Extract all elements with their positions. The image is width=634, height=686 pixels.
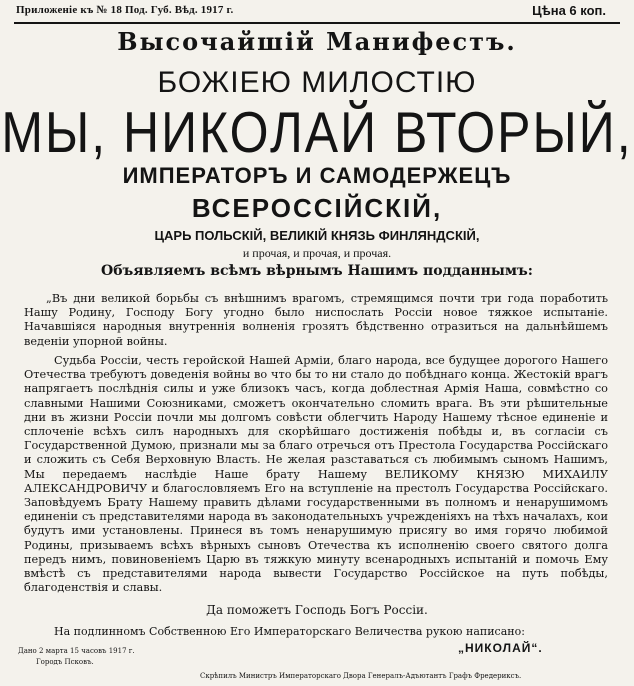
original-written-line: На подлинномъ Собственною Его Императорскаго Величества рукою написано: [54, 625, 525, 638]
manifest-title: Высочайшій Манифестъ. [117, 27, 517, 56]
announcement-line: Объявляемъ всѣмъ вѣрнымъ Нашимъ подданнымъ: [101, 263, 533, 279]
countersignature-line: Скрѣпилъ Министръ Императорскаго Двора Генералъ-Адъютантъ Графъ Фредериксъ. [200, 672, 522, 680]
date-line: Дано 2 марта 15 часовъ 1917 г. [18, 647, 135, 655]
supplement-header: Приложеніе къ № 18 Под. Губ. Вѣд. 1917 г. [16, 4, 234, 16]
tsar-titles-line: ЦАРЬ ПОЛЬСКІЙ, ВЕЛИКІЙ КНЯЗЬ ФИНЛЯНДСКІЙ, [154, 228, 480, 243]
emperor-heading: ИМПЕРАТОРЪ И САМОДЕРЖЕЦЪ [122, 163, 512, 188]
we-nicholas-heading: МЫ, НИКОЛАЙ ВТОРЫЙ, [1, 100, 633, 165]
paragraph-1: „Въ дни великой борьбы съ внѣшнимъ врагомъ, стремящимся почти три года поработить Нашу Родину, Господу Богу угодно было ниспослать Россіи новое тяжкое испытаніе. Начавшіяся народныя внутреннія волненія грозятъ бѣдственно отразиться на дальнѣйшемъ веденіи упорной войны. [24, 292, 608, 348]
place-line: Городъ Псковъ. [36, 658, 94, 666]
header-rule [14, 22, 620, 24]
paragraph-2: Судьба Россіи, честь геройской Нашей Арміи, благо народа, все будущее дорогого Нашего Отечества требуютъ доведенія войны во что бы то ни стало до побѣднаго конца. Жестокій врагъ напрягаетъ послѣднія силы и уже близокъ часъ, когда доблестная Армія Наша, совмѣстно со славными Нашими Союзниками, сможетъ окончательно сломить врага. Въ эти рѣшительные дни въ жизни Россіи почли мы долгомъ совѣсти облегчить Народу Нашему тѣсное единеніе и сплоченіе всѣхъ силъ народныхъ для скорѣйшаго достиженія побѣды и, въ согласіи съ Государственной Думою, признали мы за благо отречься отъ Престола Государства Россійскаго и сложить съ Себя Верховную Власть. Не желая разставаться съ любимымъ сыномъ Нашимъ, Мы передаемъ наслѣдіе Наше брату Нашему ВЕЛИКОМУ КНЯЗЮ МИХАИЛУ АЛЕКСАНДРОВИЧУ и благословляемъ Его на вступленіе на престолъ Государства Россійскаго. Заповѣдуемъ Брату Нашему править дѣлами государственными въ полномъ и ненарушимомъ единеніи съ представителями народа въ законодательныхъ учрежденіяхъ на тѣхъ началахъ, кои будутъ ими установлены. Принеся въ томъ ненарушимую присягу во имя горячо любимой Родины, призываемъ всѣхъ вѣрныхъ сыновъ Отечества къ исполненію своего святого долга передъ нимъ, повиновеніемъ Царю въ тяжкую минуту всенародныхъ испытаній и помочь Ему вмѣстѣ съ представителями народа вывести Государство Россійское на путь побѣды, благоденствія и славы. [24, 354, 608, 595]
by-grace-heading: БОЖІЕЮ МИЛОСТІЮ [157, 66, 477, 99]
all-russia-heading: ВСЕРОССІЙСКІЙ, [191, 193, 443, 223]
etcetera-line: и прочая, и прочая, и прочая. [242, 246, 392, 260]
price-label: Цѣна 6 коп. [532, 3, 606, 18]
signature-nikolai: „НИКОЛАЙ“. [458, 641, 543, 655]
god-help-line: Да поможетъ Господь Богъ Россіи. [206, 603, 428, 617]
